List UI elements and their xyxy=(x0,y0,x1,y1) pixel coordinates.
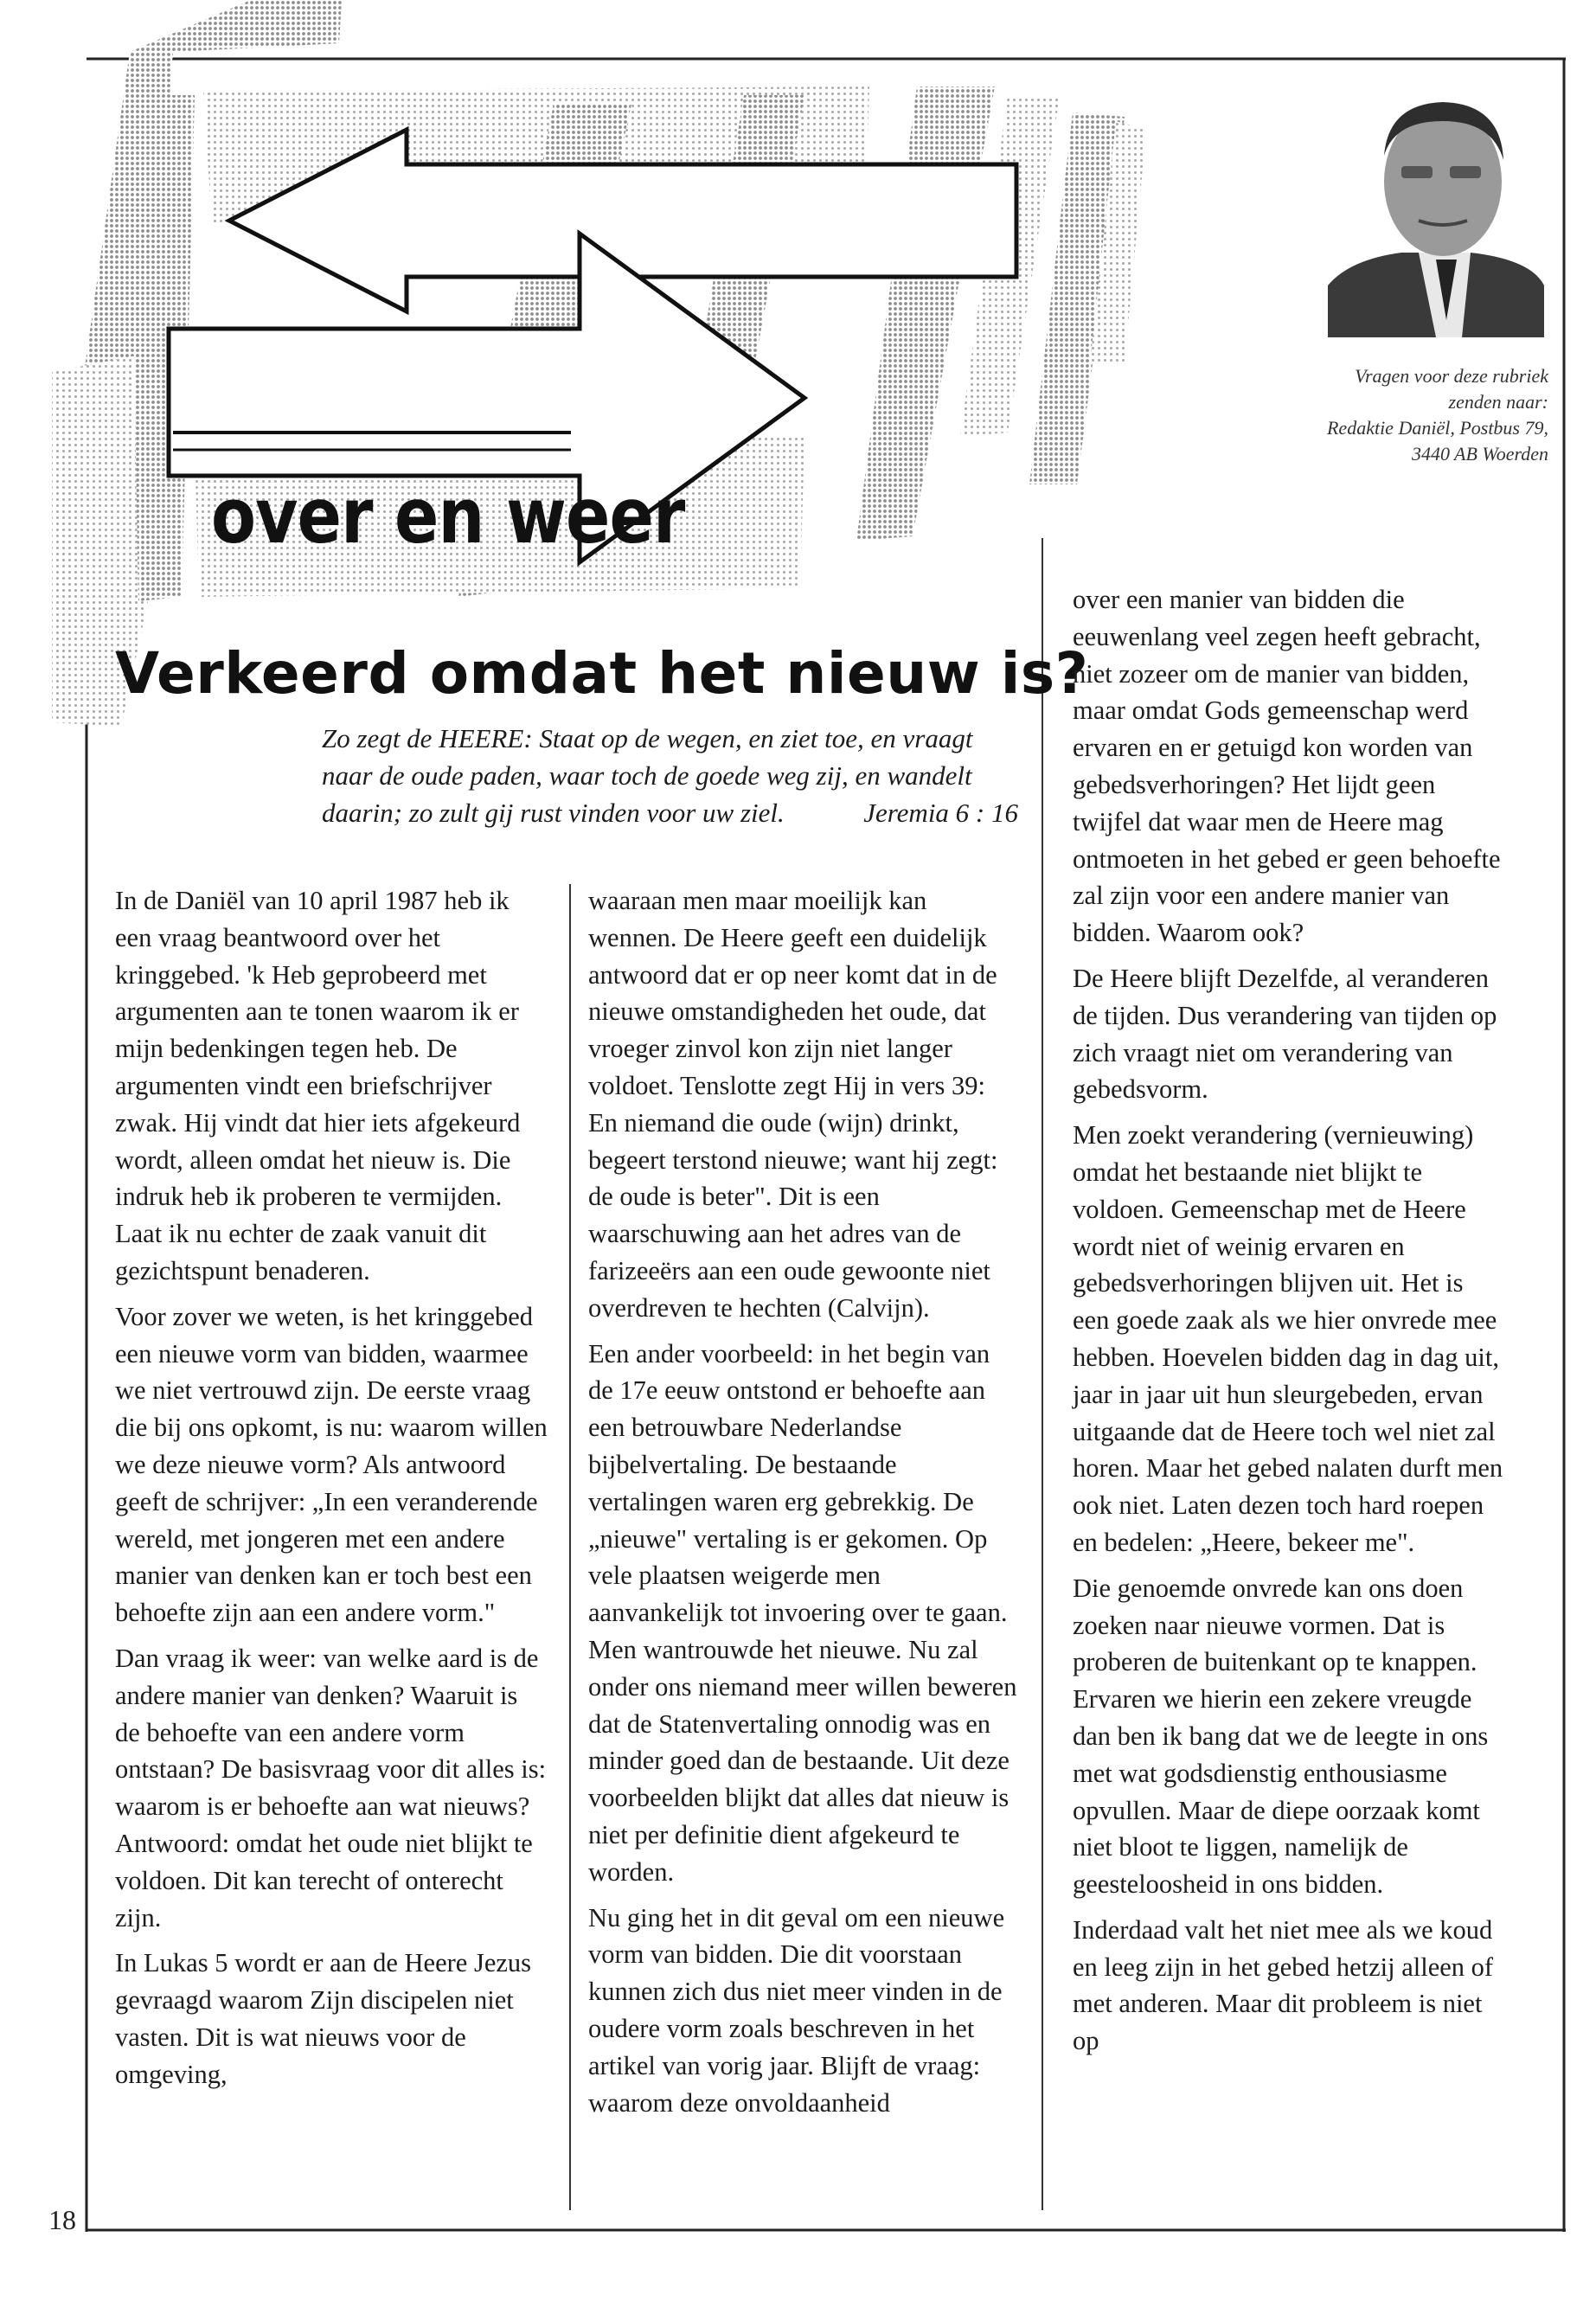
paragraph: De Heere blijft Dezelfde, al veranderen de tijden. Dus verandering van tijden op zich vraagt niet om verandering van gebedsvorm. xyxy=(1073,963,1497,1105)
paragraph: Nu ging het in dit geval om een nieuwe vorm van bidden. Die dit voorstaan kunnen zich dus niet meer vinden in de oudere vorm zoals beschreven in het artikel van vorig jaar. Blijft de vraag: waarom deze onvoldaanheid xyxy=(588,1902,1005,2118)
paragraph: In de Daniël van 10 april 1987 heb ik een vraag beantwoord over het kringgebed. 'k Heb geprobeerd met argumenten aan te tonen waarom ik er mijn bedenkingen tegen heb. De argumenten vindt een briefschrijver zwak. Hij vindt dat hier iets afgekeurd wordt, alleen omdat het nieuw is. Die indruk heb ik proberen te vermijden. Laat ik nu echter de zaak vanuit dit gezichtspunt benaderen. xyxy=(115,886,521,1285)
epigraph-reference: Jeremia 6 : 16 xyxy=(863,798,1018,828)
author-portrait-photo xyxy=(1328,102,1544,337)
epigraph xyxy=(322,720,1018,831)
paragraph: Dan vraag ik weer: van welke aard is de andere manier van denken? Waaruit is de behoefte van een andere vorm ontstaan? De basisvraag voor dit alles is: waarom is er behoefte aan wat nieuws? Antwoord: omdat het oude niet blijkt te voldoen. Dit kan terecht of onterecht zijn. xyxy=(115,1643,547,1932)
credit-line: 3440 AB Woerden xyxy=(1411,443,1548,465)
text-column-3 xyxy=(1073,581,1505,2068)
article-headline: Verkeerd omdat het nieuw is? xyxy=(115,640,1089,707)
paragraph: Men zoekt verandering (vernieuwing) omdat het bestaande niet blijkt te voldoen. Gemeenschap met de Heere wordt niet of weinig ervaren en gebedsverhoringen blijven uit. Het is een goede zaak als we hier onvrede mee hebben. Hoevelen bidden dag in dag uit, jaar in jaar uit hun sleurgebeden, ervan uitgaande dat de Heere toch wel niet zal horen. Maar het gebed nalaten durft men ook niet. Laten dezen toch hard roepen en bedelen: „Heere, bekeer me". xyxy=(1073,1120,1503,1557)
credit-line: Vragen voor deze rubriek xyxy=(1355,365,1548,387)
paragraph: Inderdaad valt het niet mee als we koud en leeg zijn in het gebed hetzij alleen of met anderen. Maar dit probleem is niet op xyxy=(1073,1914,1494,2056)
column-logo-title: over en weer xyxy=(211,471,685,561)
submission-credit xyxy=(1151,363,1548,467)
paragraph: In Lukas 5 wordt er aan de Heere Jezus gevraagd waarom Zijn discipelen niet vasten. Dit is wat nieuws voor de omgeving, xyxy=(115,1948,532,2089)
text-column-1 xyxy=(115,882,548,2102)
credit-line: zenden naar: xyxy=(1448,391,1548,413)
page-number: 18 xyxy=(48,2204,76,2235)
text-column-2 xyxy=(588,882,1021,2130)
paragraph: over een manier van bidden die eeuwenlang veel zegen heeft gebracht, niet zozeer om de manier van bidden, maar omdat Gods gemeenschap werd ervaren en er getuigd kon worden van gebedsverhoringen? Het lijdt geen twijfel dat waar men de Heere mag ontmoeten in het gebed er geen behoefte zal zijn voor een andere manier van bidden. Waarom ook? xyxy=(1073,585,1501,948)
paragraph: waaraan men maar moeilijk kan wennen. De Heere geeft een duidelijk antwoord dat er op neer komt dat in de nieuwe omstandigheden het oude, dat vroeger zinvol kon zijn niet langer voldoet. Tenslotte zegt Hij in vers 39: En niemand die oude (wijn) drinkt, begeert terstond nieuwe; want hij zegt: de oude is beter". Dit is een waarschuwing aan het adres van de farizeeërs aan een oude gewoonte niet overdreven te hechten (Calvijn). xyxy=(588,886,998,1323)
paragraph: Een ander voorbeeld: in het begin van de 17e eeuw ontstond er behoefte aan een betrouwbare Nederlandse bijbelvertaling. De bestaande vertalingen waren erg gebrekkig. De „nieuwe" vertaling is er gekomen. Op vele plaatsen weigerde men aanvankelijk tot invoering over te gaan. Men wantrouwde het nieuwe. Nu zal onder ons niemand meer willen beweren dat de Statenvertaling onnodig was en minder goed dan de bestaande. Uit deze voorbeelden blijkt dat alles dat nieuw is niet per definitie dient afgekeurd te worden. xyxy=(588,1338,1017,1887)
paragraph: Die genoemde onvrede kan ons doen zoeken naar nieuwe vormen. Dat is proberen de buitenkant op te knappen. Ervaren we hierin een zekere vreugde dan ben ik bang dat we de leegte in ons met wat godsdienstig enthousiasme opvullen. Maar de diepe oorzaak komt niet bloot te liggen, namelijk de geesteloosheid in ons bidden. xyxy=(1073,1573,1489,1900)
epigraph-text: Zo zegt de HEERE: Staat op de wegen, en ziet toe, en vraagt naar de oude paden, waar toch de goede weg zij, en wandelt daarin; zo zult gij rust vinden voor uw ziel. xyxy=(322,723,973,828)
paragraph: Voor zover we weten, is het kringgebed een nieuwe vorm van bidden, waarmee we niet vertrouwd zijn. De eerste vraag die bij ons opkomt, is nu: waarom willen we deze nieuwe vorm? Als antwoord geeft de schrijver: „In een veranderende wereld, met jongeren met een andere manier van denken kan er toch best een behoefte zijn aan een andere vorm." xyxy=(115,1301,548,1628)
credit-line: Redaktie Daniël, Postbus 79, xyxy=(1326,417,1548,439)
